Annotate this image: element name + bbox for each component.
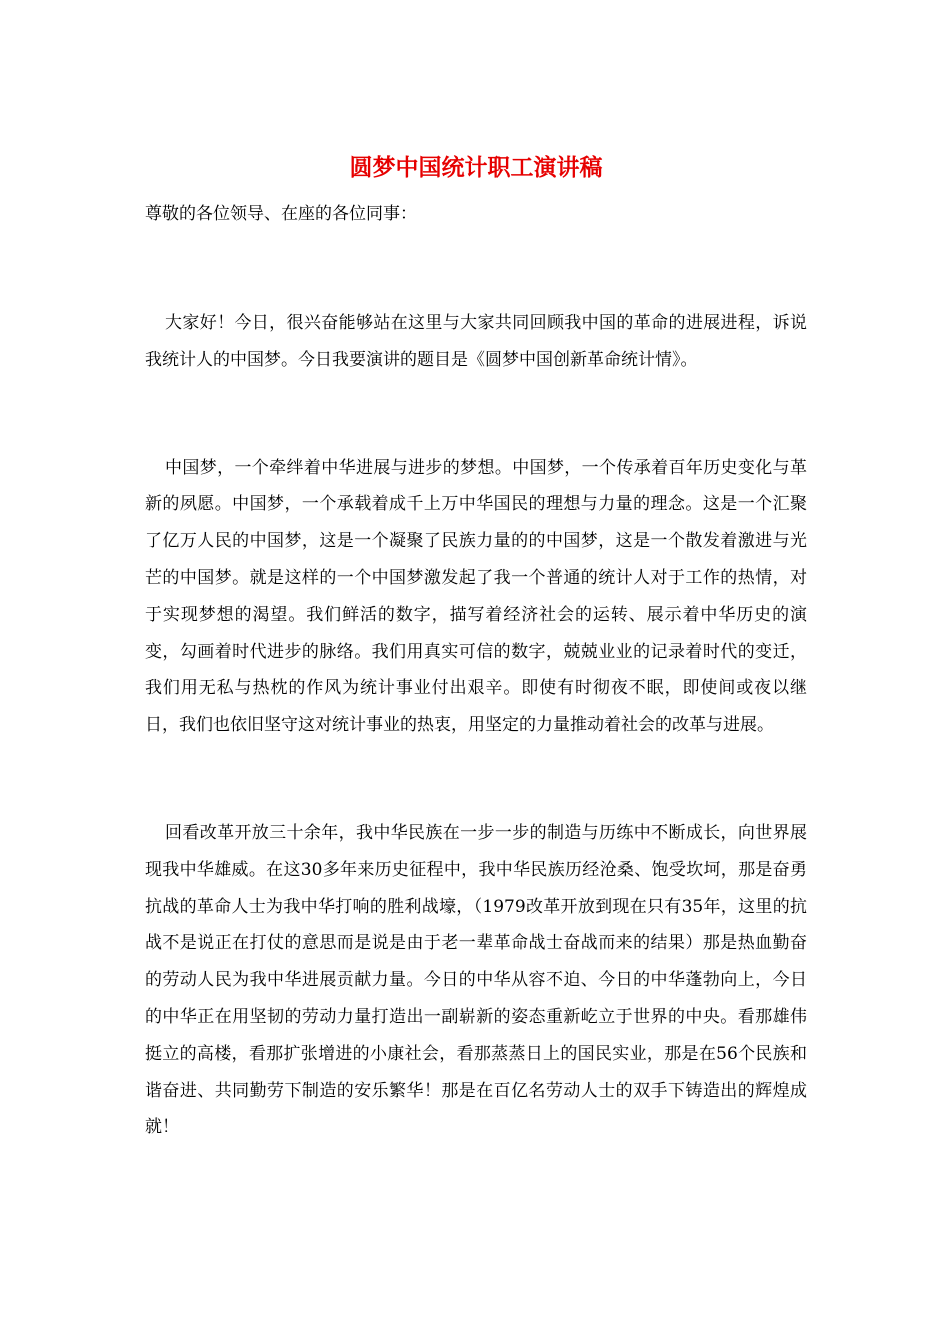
document-page: [145, 150, 807, 1146]
page-title: 圆梦中国统计职工演讲稿: [349, 154, 603, 181]
paragraph-china-dream: 中国梦，一个牵绊着中华进展与进步的梦想。中国梦，一个传承着百年历史变化与革新的夙愿。中国梦，一个承载着成千上万中华国民的理想与力量的理念。这是一个汇聚了亿万人民的中国梦，这是一个凝聚了民族力量的的中国梦，这是一个散发着激进与光芒的中国梦。就是这样的一个中国梦激发起了我一个普通的统计人对于工作的热情，对于实现梦想的渴望。我们鲜活的数字，描写着经济社会的运转、展示着中华历史的演变，勾画着时代进步的脉络。我们用真实可信的数字，兢兢业业的记录着时代的变迁，我们用无私与热枕的作风为统计事业付出艰辛。即使有时彻夜不眠，即使间或夜以继日，我们也依旧坚守这对统计事业的热衷，用坚定的力量推动着社会的改革与进展。: [145, 457, 807, 736]
paragraph-reform: 回看改革开放三十余年，我中华民族在一步一步的制造与历练中不断成长，向世界展现我中华雄威。在这30多年来历史征程中，我中华民族历经沧桑、饱受坎坷，那是奋勇抗战的革命人士为我中华打响的胜利战壕，（1979改革开放到现在只有35年，这里的抗战不是说正在打仗的意思而是说是由于老一辈革命战士奋战而来的结果）那是热血勤奋的劳动人民为我中华进展贡献力量。今日的中华从容不迫、今日的中华蓬勃向上，今日的中华正在用坚韧的劳动力量打造出一副崭新的姿态重新屹立于世界的中央。看那雄伟挺立的高楼，看那扩张增进的小康社会，看那蒸蒸日上的国民实业，那是在56个民族和谐奋进、共同勤劳下制造的安乐繁华！那是在百亿名劳动人士的双手下铸造出的辉煌成就！: [145, 822, 807, 1138]
salutation: 尊敬的各位领导、在座的各位同事：: [145, 204, 417, 224]
paragraph-greeting: 大家好！今日，很兴奋能够站在这里与大家共同回顾我中国的革命的进展进程，诉说我统计人的中国梦。今日我要演讲的题目是《圆梦中国创新革命统计情》。: [145, 313, 807, 370]
